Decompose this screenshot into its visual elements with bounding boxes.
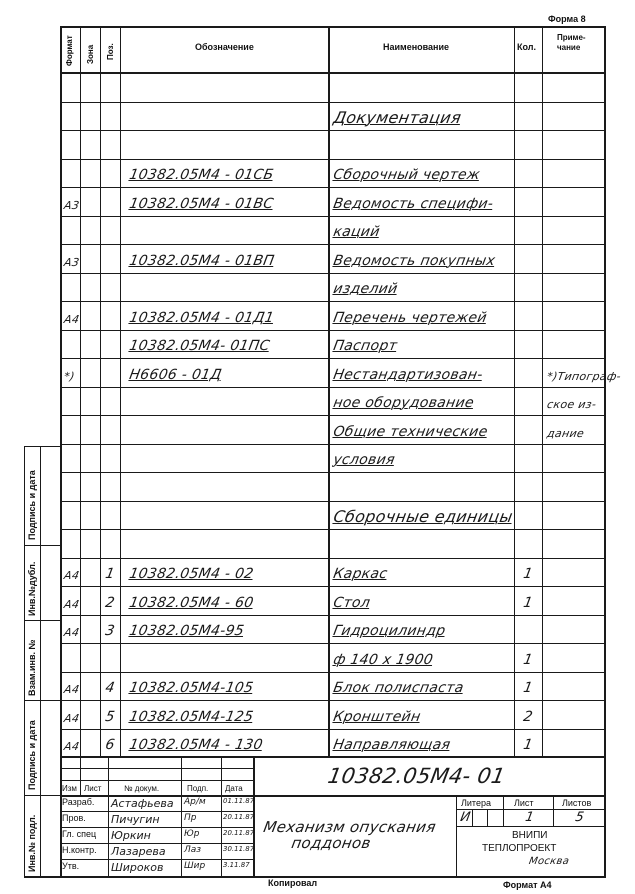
signature-role: Разраб. <box>62 797 95 807</box>
side-sep-1 <box>24 545 61 546</box>
cell-format: *) <box>63 369 76 383</box>
signature-role: Пров. <box>62 813 86 823</box>
footer-copied: Копировал <box>268 878 318 888</box>
cell-format: А4 <box>63 312 81 326</box>
col-line-designation <box>328 26 330 756</box>
side-sign-date-bottom: Подпись и дата <box>27 720 37 790</box>
cell-format: А4 <box>63 740 81 753</box>
cell-designation: 10382.05М4-125 <box>128 708 255 725</box>
cell-name: Ведомость покупных <box>332 252 497 269</box>
cell-name: Документация <box>332 108 463 127</box>
tb-v-litcell1 <box>472 809 473 826</box>
header-pos: Поз. <box>106 43 115 60</box>
form-label: Форма 8 <box>548 14 586 24</box>
cell-designation: 10382.05М4-95 <box>128 623 246 639</box>
cell-name: Перечень чертежей <box>332 309 489 326</box>
tb-top <box>60 756 605 758</box>
cell-name: Каркас <box>332 566 389 582</box>
col-list: Лист <box>84 784 102 793</box>
table-row-line <box>60 529 605 530</box>
tb-line-6 <box>60 843 253 844</box>
side-strip-outer <box>24 446 25 878</box>
col-line-pos <box>120 26 121 756</box>
cell-name: ное оборудование <box>332 395 476 411</box>
doc-number: 10382.05М4- 01 <box>326 764 508 788</box>
cell-qty: 1 <box>522 594 535 611</box>
tb-v-lists <box>553 795 554 826</box>
cell-note: ское из- <box>546 398 598 411</box>
org-line-1: ВНИПИ <box>512 830 548 841</box>
cell-note: дание <box>546 426 586 440</box>
tb-v-izm <box>80 756 81 795</box>
table-row-line <box>60 130 605 131</box>
cell-pos: 2 <box>104 594 117 611</box>
cell-pos: 1 <box>104 566 117 582</box>
tb-line-1 <box>60 768 253 769</box>
tb-line-4 <box>60 811 253 812</box>
side-sep-2 <box>24 620 61 621</box>
litera-label: Литера <box>461 798 491 808</box>
col-line-qty <box>542 26 543 756</box>
col-sign: Подп. <box>187 784 209 793</box>
signature-name: Астафьева <box>111 797 174 810</box>
cell-name: Нестандартизован- <box>332 366 485 383</box>
cell-designation: 10382.05М4 - 01ВС <box>128 195 275 212</box>
cell-pos: 3 <box>104 623 117 639</box>
signature-date: 01.11.87 <box>223 797 255 805</box>
tb-v-doc <box>181 756 182 876</box>
side-dup-inv: Инв.№дубл. <box>27 561 37 616</box>
tb-line-7 <box>60 859 253 860</box>
cell-format: А4 <box>63 711 81 725</box>
cell-designation: 10382.05М4 - 60 <box>128 594 255 611</box>
cell-name: Кронштейн <box>332 708 422 725</box>
cell-format: А4 <box>63 569 81 582</box>
cell-name: каций <box>332 224 382 240</box>
cell-designation: 10382.05М4 - 01СБ <box>128 167 275 183</box>
table-row-line <box>60 273 605 274</box>
signature-name: Лазарева <box>111 845 166 858</box>
side-strip-top <box>24 446 61 447</box>
cell-name: Направляющая <box>332 737 452 753</box>
signature-role: Утв. <box>62 861 80 871</box>
cell-name: Гидроцилиндр <box>332 623 447 639</box>
cell-pos: 6 <box>104 737 117 753</box>
tb-line-2 <box>60 780 253 781</box>
table-row-line <box>60 102 605 103</box>
table-row-line <box>60 216 605 217</box>
table-row-line <box>60 387 605 388</box>
table-row-line <box>60 672 605 673</box>
cell-format: А4 <box>63 626 81 639</box>
frame-right <box>604 26 606 878</box>
cell-qty: 1 <box>522 566 535 582</box>
cell-format: А4 <box>63 597 81 611</box>
col-line-format <box>80 26 81 756</box>
cell-designation: 10382.05М4- 01ПС <box>128 338 272 354</box>
table-row-line <box>60 501 605 502</box>
table-row-line <box>60 643 605 644</box>
org-line-3: Москва <box>528 856 571 867</box>
header-designation: Обозначение <box>195 42 254 52</box>
header-name: Наименование <box>383 42 450 52</box>
signature-name: Пичугин <box>111 813 160 826</box>
cell-designation: Н6606 - 01Д <box>128 366 223 383</box>
signature-name: Широков <box>111 861 164 874</box>
cell-qty: 1 <box>522 680 535 696</box>
footer-format: Формат А4 <box>503 880 552 890</box>
col-izm: Изм <box>62 784 77 793</box>
cell-name: Стол <box>332 594 372 611</box>
cell-format: А3 <box>63 198 81 212</box>
table-row-line <box>60 444 605 445</box>
signature-date: 20.11.87 <box>223 813 255 821</box>
cell-designation: 10382.05М4 - 02 <box>128 566 255 582</box>
doc-title-2: поддонов <box>290 834 373 852</box>
header-zone: Зона <box>86 44 95 64</box>
signature-date: 30.11.87 <box>223 845 255 853</box>
cell-name: Блок полиспаста <box>332 680 465 696</box>
cell-designation: 10382.05М4 - 01ВП <box>128 252 276 269</box>
cell-name: Сборочный чертеж <box>332 167 482 183</box>
header-qty: Кол. <box>517 42 536 52</box>
cell-pos: 4 <box>104 680 117 696</box>
cell-designation: 10382.05М4 - 01Д1 <box>128 309 276 326</box>
tb-v-list <box>108 756 109 876</box>
org-line-2: ТЕПЛОПРОЕКТ <box>482 843 557 854</box>
col-line-name <box>514 26 515 756</box>
tb-v-lit <box>503 795 504 826</box>
signature-sign: Пр <box>184 813 197 823</box>
tb-line-5 <box>60 827 253 828</box>
col-docnum: № докум. <box>124 784 160 793</box>
cell-name: ф 140 х 1900 <box>332 651 435 668</box>
cell-name: Сборочные единицы <box>332 507 515 526</box>
signature-role: Гл. спец <box>62 829 97 839</box>
table-row-line <box>60 330 605 331</box>
sheets-value: 5 <box>574 810 586 825</box>
side-mutual-inv: Взам.инв. № <box>27 639 37 696</box>
sheet-value: 1 <box>524 810 536 825</box>
doc-title: Механизм опускания <box>262 818 438 836</box>
cell-qty: 2 <box>522 708 535 725</box>
frame-top <box>60 26 605 28</box>
tb-h-lit-2 <box>456 826 605 827</box>
table-row-line <box>60 472 605 473</box>
table-row-line <box>60 358 605 359</box>
header-note: Приме- чание <box>557 33 586 52</box>
cell-designation: 10382.05М4-105 <box>128 680 255 696</box>
table-row-line <box>60 159 605 160</box>
signature-date: 3.11.87 <box>223 861 250 869</box>
tb-v-sign <box>221 756 222 876</box>
table-row-line <box>60 729 605 730</box>
table-row-line <box>60 615 605 616</box>
tb-v-litcell2 <box>487 809 488 826</box>
header-line <box>60 72 605 74</box>
signature-sign: Лаз <box>184 845 202 855</box>
cell-pos: 5 <box>104 708 117 725</box>
signature-role: Н.контр. <box>62 845 97 855</box>
col-date: Дата <box>225 784 243 793</box>
table-row-line <box>60 244 605 245</box>
signature-sign: Ар/м <box>184 797 206 807</box>
cell-name: Паспорт <box>332 338 399 354</box>
cell-qty: 1 <box>522 651 535 668</box>
table-row-line <box>60 301 605 302</box>
table-row-line <box>60 700 605 701</box>
frame-left <box>60 26 62 878</box>
side-orig-inv: Инв.№ подл. <box>27 814 37 872</box>
cell-name: Ведомость специфи- <box>332 195 495 212</box>
signature-name: Юркин <box>111 829 151 842</box>
side-sep-4 <box>24 795 61 796</box>
table-row-line <box>60 187 605 188</box>
tb-v-info <box>456 795 457 876</box>
cell-qty: 1 <box>522 737 535 753</box>
litera-value: И <box>459 810 472 825</box>
side-sign-date-top: Подпись и дата <box>27 470 37 540</box>
cell-format: А4 <box>63 683 81 696</box>
side-sep-3 <box>24 700 61 701</box>
signature-date: 20.11.87 <box>223 829 255 837</box>
table-row-line <box>60 558 605 559</box>
cell-name: условия <box>332 452 397 468</box>
cell-designation: 10382.05М4 - 130 <box>128 737 265 753</box>
table-row-line <box>60 586 605 587</box>
cell-name: изделий <box>332 281 399 297</box>
cell-note: *)Типограф- <box>546 369 623 383</box>
signature-sign: Шир <box>184 861 206 871</box>
cell-format: А3 <box>63 255 81 269</box>
header-format: Формат <box>65 35 74 66</box>
cell-name: Общие технические <box>332 423 489 440</box>
signature-sign: Юр <box>184 829 200 839</box>
table-row-line <box>60 415 605 416</box>
list-label: Лист <box>514 798 534 808</box>
lists-label: Листов <box>562 798 592 808</box>
side-strip-inner <box>40 446 41 878</box>
col-line-zone <box>100 26 101 756</box>
